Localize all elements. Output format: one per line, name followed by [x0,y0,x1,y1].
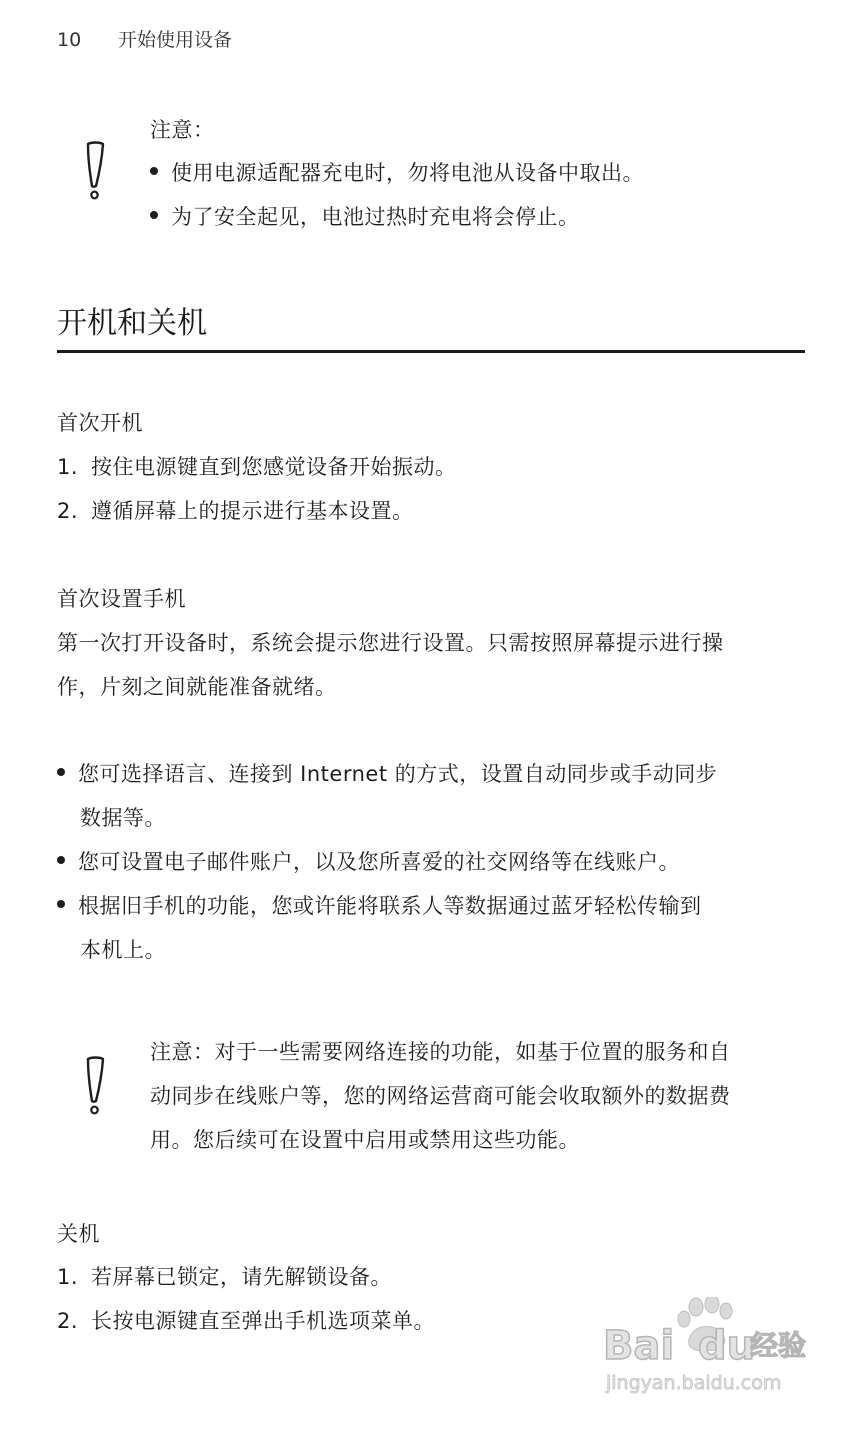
list-item [57,1306,435,1336]
note-line: 注意：对于一些需要网络连接的功能，如基于位置的服务和自 [150,1040,731,1064]
baidu-watermark-logo [600,1297,812,1397]
list-number: 1. [57,1265,79,1289]
section-title: 开机和关机 [57,306,207,341]
page-number: 10 [57,29,82,51]
list-text-continued: 本机上。 [80,938,166,962]
list-text: 若屏幕已锁定，请先解锁设备。 [91,1265,392,1289]
warning-icon [82,1055,108,1119]
note-label: 注意： [150,118,215,142]
bullet-icon [150,167,158,175]
paragraph-line: 第一次打开设备时，系统会提示您进行设置。只需按照屏幕提示进行操 [57,631,724,655]
note-bullet [150,202,580,232]
subheading-first-boot: 首次开机 [57,411,143,435]
note-bullet-text: 为了安全起见，电池过热时充电将会停止。 [171,205,580,229]
svg-text:jingyan.baidu.com: jingyan.baidu.com [606,1372,782,1394]
svg-text:Bai: Bai [603,1323,675,1369]
bullet-icon [57,900,65,908]
list-item [57,847,680,877]
list-text: 您可设置电子邮件账户，以及您所喜爱的社交网络等在线账户。 [78,850,680,874]
list-text-continued: 数据等。 [80,806,166,830]
list-text: 长按电源键直至弹出手机选项菜单。 [91,1309,435,1333]
list-text: 按住电源键直到您感觉设备开始振动。 [91,455,457,479]
section-divider [57,350,805,353]
list-item [57,1262,392,1292]
svg-text:经验: 经验 [750,1329,807,1362]
list-item [57,452,457,482]
warning-icon [82,140,108,204]
note-line: 用。您后续可在设置中启用或禁用这些功能。 [150,1128,580,1152]
note-line: 动同步在线账户等，您的网络运营商可能会收取额外的数据费 [150,1084,731,1108]
svg-text:du: du [698,1323,756,1369]
list-item [57,759,717,789]
list-text: 您可选择语言、连接到 Internet 的方式，设置自动同步或手动同步 [78,762,718,786]
subheading-first-setup: 首次设置手机 [57,587,186,611]
list-item [57,891,702,921]
list-text: 遵循屏幕上的提示进行基本设置。 [91,499,414,523]
bullet-icon [57,768,65,776]
list-number: 2. [57,499,79,523]
list-item [57,496,414,526]
paragraph-line: 作，片刻之间就能准备就绪。 [57,675,337,699]
note-bullet [150,158,644,188]
list-number: 1. [57,455,79,479]
subheading-shutdown: 关机 [57,1222,100,1246]
chapter-title: 开始使用设备 [118,29,233,51]
bullet-icon [150,211,158,219]
bullet-icon [57,856,65,864]
list-number: 2. [57,1309,79,1333]
note-bullet-text: 使用电源适配器充电时，勿将电池从设备中取出。 [171,161,644,185]
list-text: 根据旧手机的功能，您或许能将联系人等数据通过蓝牙轻松传输到 [78,894,702,918]
